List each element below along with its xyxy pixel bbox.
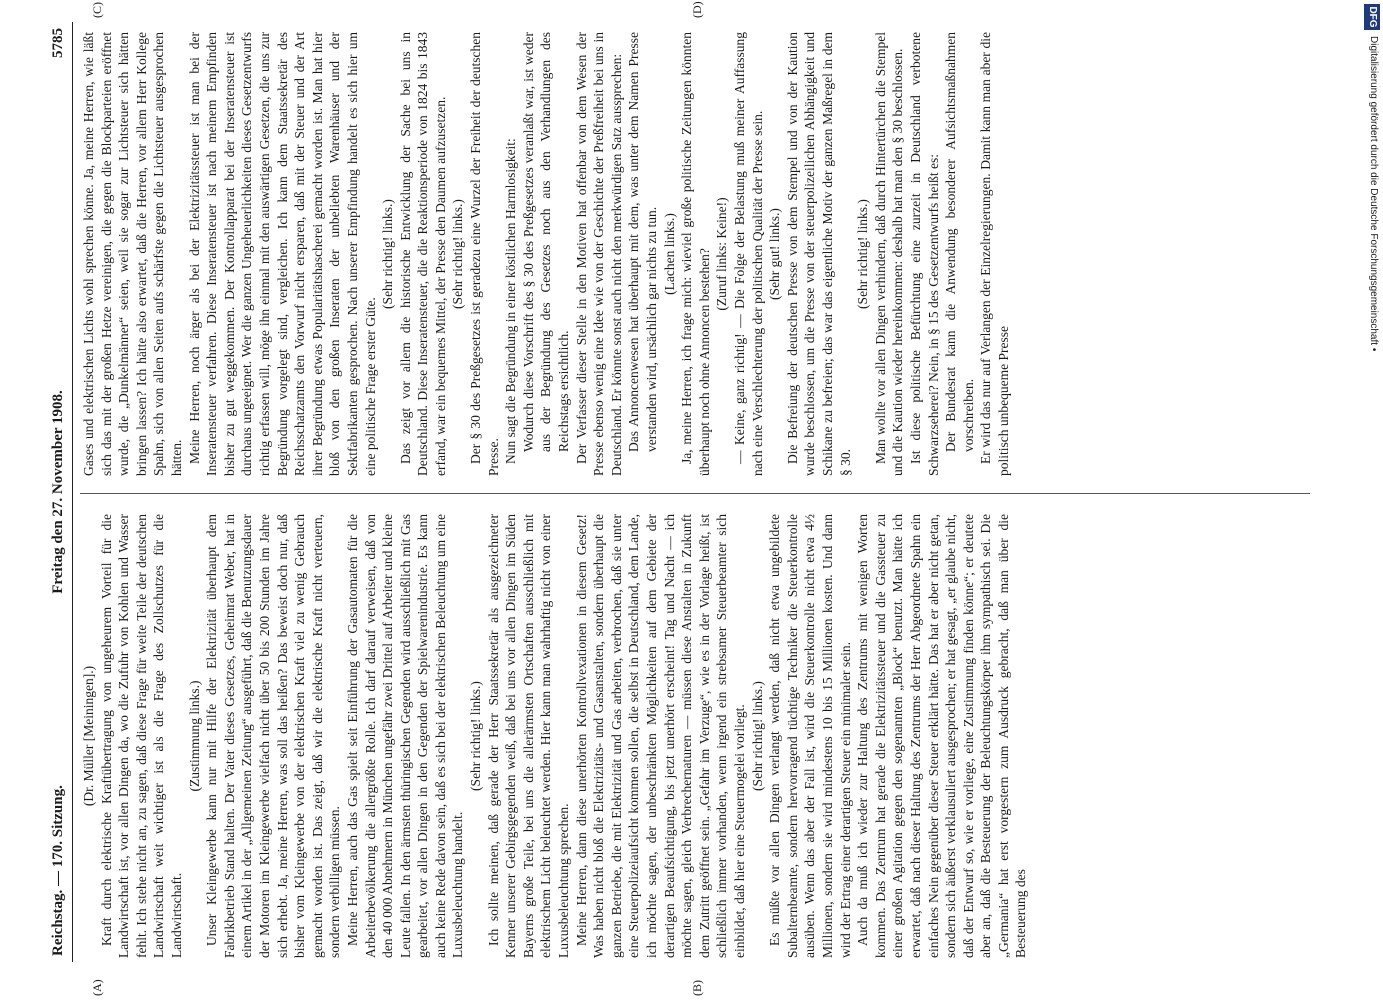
digitization-sidebar bbox=[1354, 0, 1382, 1000]
paragraph: Kraft durch elektrische Kraftübertragung von ungeheurem Vorteil für die Landwirtschaft ist, vor allen Dingen da, wo die Zufuhr von Kohlen und Wasser fehlt. Ich stehe nicht an, zu sagen, daß diese Frage für weite Teile der deutschen Landwirtschaft weit wichtiger ist als die Frage des Zollschutzes für die Landwirtschaft. bbox=[98, 514, 184, 958]
page-number: 5785 bbox=[50, 28, 66, 58]
column-divider bbox=[80, 493, 1310, 494]
reaction: (Sehr richtig! links.) bbox=[450, 199, 466, 309]
reaction: (Sehr richtig! links.) bbox=[855, 199, 871, 309]
left-column bbox=[80, 514, 1320, 958]
reaction: (Lachen links.) bbox=[661, 213, 677, 295]
rotated-text-block bbox=[50, 1, 1330, 996]
reaction: (Sehr richtig! links.) bbox=[749, 681, 765, 791]
paragraph: Gases und elektrischen Lichts wohl sprechen könne. Ja, meine Herren, wie läßt sich das mit der großen Hetze vereinigen, die gegen die Blockparteien eröffnet wurde, die „Dunkelmänner“ seien, weil sie sogar zur Lichtsteuer sich hätten bringen lassen? Ich hätte also erwartet, daß die Herren, vor allem Herr Kollege Spahn, sich von allen Seiten aufs schärfste gegen die Lichtsteuer ausgesprochen hätten. bbox=[81, 32, 184, 476]
paragraph: Der § 30 des Preßgesetzes ist geradezu eine Wurzel der Freiheit der deutschen Presse. bbox=[468, 32, 501, 476]
reaction: (Sehr richtig! links.) bbox=[380, 199, 396, 309]
dfg-logo: DFG bbox=[1364, 4, 1380, 30]
paragraph: Auch da muß ich wieder zur Haltung des Zentrums mit wenigen Worten kommen. Das Zentrum hat gerade die Elektrizitätssteuer und die Gassteuer zu einer großen Agitation gegen den sogenannten „Block“ benutzt. Man hätte ich erwartet, daß nach dieser Haltung des Zentrums der Herr Abgeordnete Spahn ein einfaches Nein gegenüber dieser Steuer erklärt hätte. Das hat er aber nicht getan, sondern sich äußerst verklausuliert ausgesprochen; er hat gesagt, „er glaube nicht, daß der Entwurf so, wie er vorliege, eine Zustimmung finden könne“; er deutete aber an, daß die Besteuerung der Beleuchtungskörper ihm sympathisch sei. Die „Germania“ hat erst vorgestern zum Ausdruck gebracht, daß man über die Besteuerung des bbox=[855, 514, 1029, 958]
paragraph: Man wollte vor allen Dingen verhindern, daß durch Hintertürchen die Stempel und die Kaution wieder hereinkommen: deshalb hat man den § 30 beschlossen. bbox=[872, 32, 906, 476]
quotation: Das Annoncenwesen hat überhaupt mit dem, was unter dem Namen Presse verstanden wird, ursächlich gar nichts zu tun. bbox=[626, 32, 659, 452]
margin-marker-c: (C) bbox=[90, 2, 104, 18]
paragraph: Unser Kleingewerbe kann nur mit Hilfe der Elektrizität überhaupt dem Fabrikbetrieb Stand halten. Der Vater dieses Gesetzes, Geheimrat Weber, hat in einem Artikel in der „Allgemeinen Zeitung“ ausgeführt, daß die Benutzungsdauer der Motoren im Kleingewerbe vielfach nicht über 50 bis 200 Stunden im Jahre sich erhebt. Ja, meine Herren, was soll das heißen? Das beweist doch nur, daß bisher vom Kleingewerbe von der elektrischen Kraft viel zu wenig Gebrauch gemacht worden ist. Das zeigt, daß wir die elektrische Kraft nicht verteuern, sondern verbilligen müssen. bbox=[204, 514, 343, 958]
speaker-label: (Dr. Müller [Meiningen].) bbox=[81, 665, 96, 807]
margin-marker-a: (A) bbox=[90, 979, 104, 996]
header-date: Freitag den 27. November 1908. bbox=[50, 390, 66, 594]
paragraph: Meine Herren, dann diese unerhörten Kontrollvexationen in diesem Gesetz! Was haben nicht bloß die Elektrizitäts- und Gasanstalten, sondern überhaupt die ganzen Betriebe, die mit Elektrizität und Gas arbeiten, verbrochen, daß sie unter eine Steuerpolizeiaufsicht kommen sollen, die selbst in Deutschland, dem Lande, ich möchte sagen, der unbeschränkten Möglichkeiten auf dem Gebiete der derartigen Beaufsichtigung, bis jetzt unerhört erscheint! Tag und Nacht — ich möchte sagen, gleich Verbrechernaturen — müssen diese Anstalten in Zukunft dem Zutritt geöffnet sein. „Gefahr im Verzuge“, wie es in der Vorlage heißt, ist schließlich immer vorhanden, wenn irgend ein strebsamer Steuerbeamter sich einbildet, daß hier eine Steuermogelei vorliegt. bbox=[573, 514, 747, 958]
paragraph: Ich sollte meinen, daß gerade der Herr Staatssekretär als ausgezeichneter Kenner unserer Gebirgsgegenden weiß, daß bei uns vor allen Dingen im Süden Bayerns große Teile, bei uns die allerärmsten Ortschaften ausschließlich mit elektrischem Licht beleuchtet werden. Hier kann man wahrhaftig nicht von einer Luxusbeleuchtung sprechen. bbox=[485, 514, 572, 958]
quotation: Der Bundesrat kann die Anwendung besonderer Aufsichtsmaßnahmen vorschreiben. bbox=[943, 32, 976, 452]
paragraph: Nun sagt die Begründung in einer köstlichen Harmlosigkeit: bbox=[503, 138, 519, 464]
right-column bbox=[80, 32, 1320, 476]
margin-marker-d: (D) bbox=[690, 1, 704, 18]
paragraph: Der Verfasser dieser Stelle in den Motiven hat offenbar von dem Wesen der Presse ebenso wenig eine Idee wie von der Geschichte der Preßfreiheit bei uns in Deutschland. Er könnte sonst auch nicht den merkwürdigen Satz aussprechen: bbox=[573, 32, 624, 476]
reaction: (Sehr richtig! links.) bbox=[468, 681, 484, 791]
paragraph: Ist diese politische Befürchtung eine zurzeit in Deutschland verbotene Schwarzseherei? Nein, in § 15 des Gesetzentwurfs heißt es: bbox=[907, 32, 941, 476]
reaction: (Sehr gut! links.) bbox=[767, 208, 783, 300]
reaction: (Zustimmung links.) bbox=[186, 680, 202, 792]
header-left: Reichstag. — 170. Sitzung. bbox=[50, 785, 66, 956]
quotation: Wodurch diese Vorschrift des § 30 des Preßgesetzes veranlaßt war, ist weder aus der Begründung des Gesetzes noch aus den Verhandlungen des Reichstags ersichtlich. bbox=[520, 32, 572, 452]
paragraph: Die Befreiung der deutschen Presse von dem Stempel und von der Kaution wurde beschlossen, um die Presse von der steuerpolizeilichen Abhängigkeit und Schikane zu befreien; das war das eigentliche Motiv der ganzen Maßregel in dem § 30. bbox=[784, 32, 853, 476]
paragraph: Es müßte vor allen Dingen verlangt werden, daß nicht etwa ungebildete Subalternbeamte, sondern hervorragend tüchtige Techniker die Steuerkontrolle ausüben. Wenn das aber der Fall ist, wird die Steuerkontrolle nicht etwa 4½ Millionen, sondern sie wird mindestens 10 bis 15 Millionen kosten. Und dann wird der Ertrag einer derartigen Steuer ein minimaler sein. bbox=[767, 514, 853, 958]
margin-marker-b: (B) bbox=[690, 980, 704, 996]
paragraph: — Keine, ganz richtig! — Die Folge der Belastung muß meiner Auffassung nach eine Verschlechterung der politischen Qualität der Presse sein. bbox=[731, 32, 765, 476]
paragraph: Er wird das nur auf Verlangen der Einzelregierungen. Damit kann man aber die politisch unbequeme Presse bbox=[978, 32, 1011, 476]
digitization-credit: Digitalisierung gefördert durch die Deutsche Forschungsgemeinschaft • bbox=[1368, 36, 1379, 352]
paragraph: Das zeigt vor allem die historische Entwicklung der Sache bei uns in Deutschland. Diese Inseratensteuer, die die Reaktionsperiode von 1824 bis 1843 erfand, war ein bequemes Mittel, der Presse den Daumen aufzusetzen. bbox=[397, 32, 448, 476]
paragraph: Meine Herren, noch ärger als bei der Elektrizitätssteuer ist man bei der Inseratensteuer verfahren. Diese Inseratensteuer ist nach meinem Empfinden bisher zu gut weggekommen. Der Kontrollapparat bei der Inseratensteuer ist durchaus ungeeignet. Wer die ganzen Ungeheuerlichkeiten dieses Gesetzentwurfs richtig erfassen will, möge ihn einmal mit den auswärtigen Gesetzen, die uns zur Begründung vorgelegt sind, vergleichen. Ich kann dem Staatssekretär des Reichsschatzamts den Vorwurf nicht ersparen, daß mit der Steuer und der Art ihrer Begründung etwas Popularitätshascherei gemacht worden ist. Man hat hier bloß von den großen Inseraten der unbeliebten Warenhäuser und der Sektfabrikanten gesprochen. Nach unserer Empfindung handelt es sich hier um eine politische Frage erster Güte. bbox=[186, 32, 378, 476]
reaction: (Zuruf links: Keine!) bbox=[714, 197, 730, 311]
paragraph: Ja, meine Herren, ich frage mich: wieviel große politische Zeitungen könnten überhaupt noch ohne Annoncen bestehen? bbox=[679, 32, 712, 476]
running-header bbox=[50, 22, 73, 962]
paragraph: Meine Herren, auch das Gas spielt seit Einführung der Gasautomaten für die Arbeiterbevölkerung die allergrößte Rolle. Ich darf darauf verweisen, daß von den 40 000 Abnehmern in München ungefähr zwei Drittel auf Arbeiter und kleine Leute fallen. In den ärmsten thüringischen Gegenden wird ausschließlich mit Gas gearbeitet, vor allen Dingen in den Gegenden der Spielwarenindustrie. Es kann auch keine Rede davon sein, daß es sich bei der elektrischen Beleuchtung um eine Luxusbeleuchtung handelt. bbox=[344, 514, 466, 958]
